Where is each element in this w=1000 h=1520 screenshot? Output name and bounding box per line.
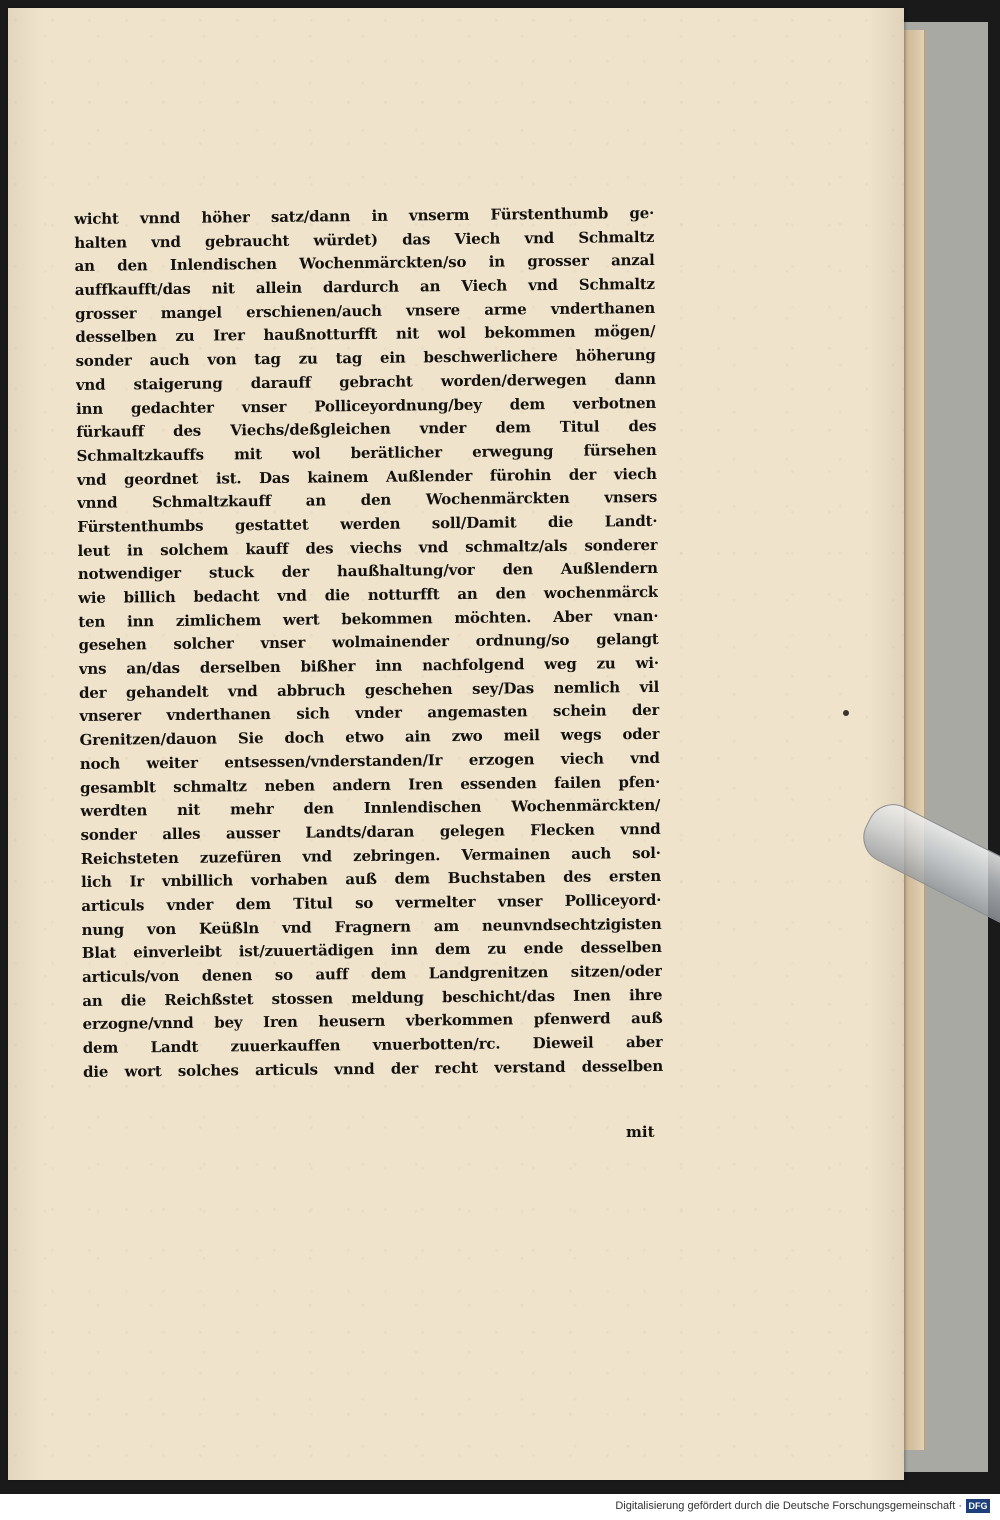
text-line: vnd geordnet ist. Das kainem Außlender fürohin der viech [76,464,657,489]
text-line: dem Landt zuuerkauffen vnuerbotten/rc. Dieweil aber [82,1032,663,1058]
text-line: vnserer vnderthanen sich vnder angemasten schein der [79,701,660,726]
text-line: Fürstenthumbs gestattet werden soll/Damit die Landt· [77,511,658,536]
text-line: fürkauff des Viechs/deßgleichen vnder dem Titul des [76,417,657,442]
text-line: der gehandelt vnd abbruch geschehen sey/Das nemlich vil [78,677,660,702]
text-line: gesehen solcher vnser wolmainender ordnung/so gelangt [78,630,659,655]
text-line: wicht vnnd höher satz/dann in vnserm Fürstenthumb ge· [74,203,655,228]
text-line: nung von Keüßln vnd Fragnern am neunvndsechtzigisten [81,914,662,939]
text-line: vnnd Schmaltzkauff an den Wochenmärckten vnsers [76,488,658,513]
text-line: notwendiger stuck der haußhaltung/vor den Außlendern [77,559,658,584]
text-line: Reichsteten zuzefüren vnd zebringen. Vermainen auch sol· [80,843,661,868]
text-line: articuls/von denen so auff dem Landgrenitzen sitzen/oder [81,961,663,986]
text-line: grosser mangel erschienen/auch vnsere arme vnderthanen [75,298,656,323]
text-block [74,202,663,1084]
text-line: desselben zu Irer haußnotturfft nit wol bekommen mögen/ [75,322,656,347]
text-line: leut in solchem kauff des viechs vnd schmaltz/als sonderer [77,535,658,560]
text-line: Schmaltzkauffs mit wol berätlicher erwegung fürsehen [76,440,657,465]
text-line: an den Inlendischen Wochenmärckten/so in grosser anzal [74,251,655,276]
text-line: vnd staigerung darauff gebracht worden/derwegen dann [75,369,656,394]
text-line: erzogne/vnnd bey Iren heusern vberkommen pfenwerd auß [82,1009,663,1034]
text-line: sonder auch von tag zu tag ein beschwerlichere höherung [75,346,656,371]
text-line: vns an/das derselben bißher inn nachfolgend weg zu wi· [78,653,659,679]
text-line: lich Ir vnbillich vorhaben auß dem Buchstaben des ersten [80,867,662,892]
catchword: mit [626,1123,655,1141]
dfg-logo: DFG [966,1499,990,1513]
funding-credit: Digitalisierung gefördert durch die Deutsche Forschungsgemeinschaft · [615,1500,962,1512]
text-line: sonder alles ausser Landts/daran gelegen Flecken vnnd [80,819,661,844]
text-line: inn gedachter vnser Polliceyordnung/bey dem verbotnen [76,393,657,418]
pinhole-mark [843,710,849,716]
footer-bar [0,1494,1000,1520]
text-line: die wort solches articuls vnnd der recht verstand desselben [82,1056,664,1081]
text-line: halten vnd gebraucht würdet) das Viech vnd Schmaltz [74,227,655,252]
book-page [8,8,904,1480]
text-line: noch weiter entsessen/vnderstanden/Ir erzogen viech vnd [79,748,660,773]
text-line: auffkaufft/das nit allein dardurch an Viech vnd Schmaltz [74,274,655,300]
text-line: articuls vnder dem Titul so vermelter vnser Polliceyord· [81,890,662,915]
text-line: ten inn zimlichem wert bekommen möchten. Aber vnan· [78,606,659,631]
text-line: Blat einverleibt ist/zuuertädigen inn dem zu ende desselben [81,938,662,963]
text-line: gesamblt schmaltz neben andern Iren essenden failen pfen· [79,772,661,797]
text-line: wie billich bedacht vnd die notturfft an den wochenmärck [77,582,659,607]
text-line: werdten nit mehr den Innlendischen Wochenmärckten/ [80,796,661,821]
text-line: an die Reichßstet stossen meldung beschicht/das Inen ihre [82,985,663,1010]
text-line: Grenitzen/dauon Sie doch etwo ain zwo meil wegs oder [79,725,660,750]
